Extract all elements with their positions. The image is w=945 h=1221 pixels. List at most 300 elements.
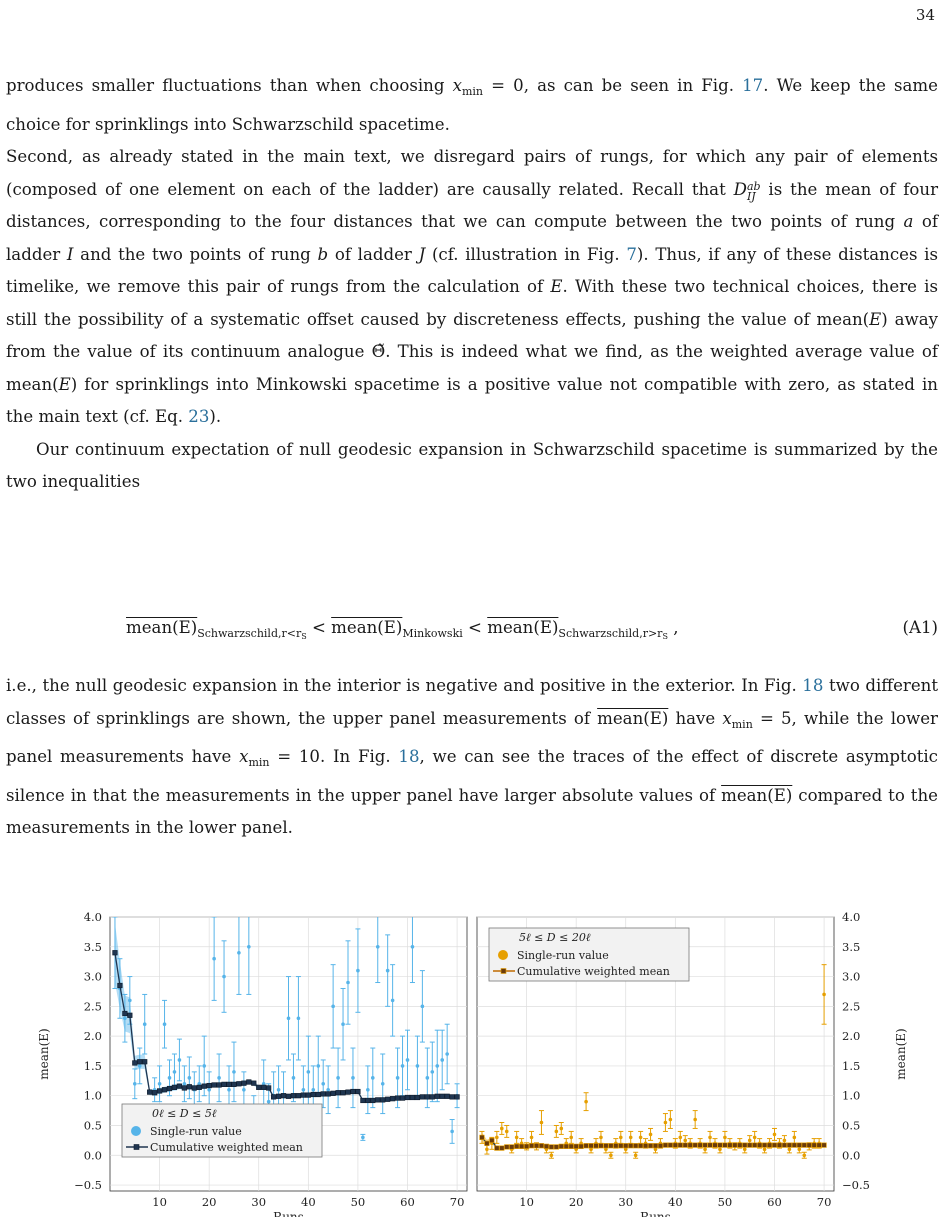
cumulative-mean-marker: [599, 1143, 604, 1148]
cumulative-mean-marker: [633, 1143, 638, 1148]
figure-link[interactable]: 18: [398, 747, 420, 766]
x-tick-label: 60: [400, 1195, 415, 1209]
y-tick-label: 4.0: [83, 910, 102, 924]
single-run-point: [331, 1005, 335, 1009]
figure-link[interactable]: 17: [742, 76, 764, 95]
cumulative-mean-marker: [733, 1143, 738, 1148]
cumulative-mean-marker: [152, 1090, 157, 1095]
single-run-point: [381, 1082, 385, 1086]
cumulative-mean-marker: [579, 1144, 584, 1149]
single-run-point: [297, 1016, 301, 1020]
cumulative-mean-marker: [296, 1093, 301, 1098]
single-run-point: [356, 969, 360, 973]
y-tick-label: 0.5: [83, 1118, 102, 1133]
single-run-point: [237, 951, 241, 955]
single-run-point: [158, 1082, 162, 1086]
x-axis-label: Runs: [640, 1210, 671, 1217]
single-run-point: [629, 1136, 633, 1140]
single-run-point: [212, 957, 216, 961]
x-tick-label: 70: [816, 1195, 832, 1209]
cumulative-mean-marker: [549, 1145, 554, 1150]
single-run-point: [183, 1082, 187, 1086]
single-run-point: [540, 1121, 544, 1125]
cumulative-mean-marker: [361, 1098, 366, 1103]
single-run-point: [311, 1088, 315, 1092]
cumulative-mean-marker: [132, 1061, 137, 1066]
single-run-point: [227, 1088, 231, 1092]
single-run-point: [634, 1153, 638, 1157]
single-run-point: [619, 1136, 623, 1140]
single-run-point: [366, 1088, 370, 1092]
cumulative-mean-marker: [554, 1145, 559, 1150]
single-run-point: [351, 1076, 355, 1080]
y-tick-label: 0.5: [842, 1118, 861, 1133]
cumulative-mean-marker: [232, 1082, 237, 1087]
single-run-point: [649, 1133, 653, 1137]
cumulative-mean-marker: [673, 1143, 678, 1148]
cumulative-mean-marker: [326, 1092, 331, 1097]
cumulative-mean-marker: [703, 1143, 708, 1148]
cumulative-mean-marker: [380, 1098, 385, 1103]
figure-link[interactable]: 7: [626, 244, 637, 264]
cumulative-mean-marker: [395, 1096, 400, 1101]
cumulative-mean-marker: [445, 1094, 450, 1099]
cumulative-mean-marker: [177, 1084, 182, 1089]
cumulative-mean-marker: [212, 1083, 217, 1088]
cumulative-mean-marker: [564, 1144, 569, 1149]
cumulative-mean-marker: [450, 1095, 455, 1100]
cumulative-mean-marker: [698, 1143, 703, 1148]
figure-link[interactable]: 18: [802, 676, 824, 695]
cumulative-mean-marker: [261, 1085, 266, 1090]
cumulative-mean-marker: [544, 1144, 549, 1149]
cumulative-mean-marker: [723, 1143, 728, 1148]
cumulative-mean-marker: [172, 1085, 177, 1090]
cumulative-mean-marker: [787, 1143, 792, 1148]
x-tick-label: 50: [350, 1195, 366, 1209]
single-run-point: [753, 1136, 757, 1140]
legend-entry-cumulative: Cumulative weighted mean: [150, 1141, 303, 1154]
cumulative-mean-marker: [534, 1143, 539, 1148]
single-run-point: [495, 1136, 499, 1140]
legend-title: 0ℓ ≤ D ≤ 5ℓ: [152, 1107, 217, 1120]
legend: [489, 928, 689, 981]
cumulative-mean-marker: [653, 1143, 658, 1148]
y-axis-label: mean(E): [894, 1028, 908, 1080]
cumulative-mean-marker: [757, 1143, 762, 1148]
single-run-point: [599, 1136, 603, 1140]
cumulative-mean-marker: [614, 1143, 619, 1148]
single-run-point: [207, 1088, 211, 1092]
cumulative-mean-marker: [118, 983, 123, 988]
cumulative-mean-marker: [435, 1094, 440, 1099]
legend-title: 5ℓ ≤ D ≤ 20ℓ: [519, 931, 591, 944]
single-run-point: [515, 1136, 519, 1140]
single-run-point: [376, 945, 380, 949]
cumulative-mean-marker: [227, 1082, 232, 1087]
cumulative-mean-marker: [286, 1094, 291, 1099]
paragraph-4: i.e., the null geodesic expansion in the interior is negative and positive in the exterior. In Fig. 18 two different classes of sprinklings are shown, the upper panel measurements of mean(E) have $x_{min} = 5$, while the lower panel measurements have $x_{min} = 10$. In Fig. 18, we can see the traces of the effect of discrete asymptotic silence in that the measurements in the upper panel have larger absolute values of mean(E) compared to the measurements in the lower panel.: [6, 676, 939, 837]
cumulative-mean-marker: [281, 1093, 286, 1098]
cumulative-mean-marker: [822, 1143, 827, 1148]
cumulative-mean-marker: [276, 1094, 281, 1099]
single-run-point: [703, 1148, 707, 1152]
single-run-point: [396, 1076, 400, 1080]
x-tick-label: 10: [519, 1195, 534, 1209]
cumulative-mean-marker: [495, 1146, 500, 1151]
cumulative-mean-marker: [351, 1089, 356, 1094]
single-run-point: [178, 1058, 182, 1062]
single-run-point: [748, 1139, 752, 1143]
cumulative-mean-marker: [519, 1144, 524, 1149]
x-tick-label: 20: [201, 1195, 217, 1209]
single-run-point: [287, 1016, 291, 1020]
y-tick-label: −0.5: [74, 1178, 102, 1193]
body-text-2: [6, 670, 938, 845]
cumulative-mean-marker: [271, 1095, 276, 1100]
cumulative-mean-marker: [772, 1143, 777, 1148]
cumulative-mean-marker: [514, 1144, 519, 1149]
single-run-point: [202, 1064, 206, 1068]
single-run-point: [708, 1136, 712, 1140]
y-tick-label: 3.5: [842, 939, 861, 954]
y-axis-label: mean(E): [37, 1028, 51, 1080]
legend: [122, 1104, 322, 1157]
single-run-point: [559, 1127, 563, 1131]
cumulative-mean-marker: [708, 1143, 713, 1148]
page-number: 34: [915, 6, 935, 24]
single-run-point: [669, 1118, 673, 1122]
cumulative-mean-marker: [499, 1146, 504, 1151]
cumulative-mean-marker: [331, 1091, 336, 1096]
single-run-point: [584, 1100, 588, 1104]
cumulative-mean-marker: [539, 1143, 544, 1148]
cumulative-mean-marker: [346, 1090, 351, 1095]
cumulative-mean-marker: [742, 1143, 747, 1148]
single-run-point: [341, 1022, 345, 1026]
cumulative-mean-marker: [147, 1090, 152, 1095]
single-run-point: [138, 1064, 142, 1068]
cumulative-mean-marker: [128, 1013, 133, 1018]
equation-number: (A1): [902, 618, 938, 637]
cumulative-mean-marker: [777, 1143, 782, 1148]
cumulative-mean-marker: [524, 1144, 529, 1149]
single-run-point: [361, 1136, 365, 1140]
single-run-point: [277, 1088, 281, 1092]
cumulative-mean-marker: [688, 1143, 693, 1148]
y-tick-label: 2.5: [842, 999, 861, 1014]
cumulative-mean-marker: [594, 1143, 599, 1148]
single-run-point: [123, 1016, 127, 1020]
y-tick-label: 0.0: [83, 1148, 102, 1163]
single-run-point: [371, 1076, 375, 1080]
single-run-point: [163, 1022, 167, 1026]
cumulative-mean-marker: [440, 1094, 445, 1099]
cumulative-mean-marker: [222, 1082, 227, 1087]
single-run-point: [242, 1088, 246, 1092]
equation-link[interactable]: 23: [188, 407, 210, 426]
cumulative-mean-marker: [410, 1095, 415, 1100]
x-tick-label: 60: [767, 1195, 782, 1209]
cumulative-mean-marker: [415, 1095, 420, 1100]
cumulative-mean-marker: [202, 1084, 207, 1089]
single-run-point: [302, 1088, 306, 1092]
cumulative-mean-marker: [123, 1011, 128, 1016]
cumulative-mean-marker: [207, 1083, 212, 1088]
cumulative-mean-marker: [430, 1095, 435, 1100]
cumulative-mean-marker: [301, 1093, 306, 1098]
single-run-point: [316, 1064, 320, 1068]
cumulative-mean-marker: [792, 1143, 797, 1148]
cumulative-mean-marker: [162, 1087, 167, 1092]
single-run-point: [763, 1148, 767, 1152]
cumulative-mean-marker: [658, 1143, 663, 1148]
cumulative-mean-marker: [167, 1086, 172, 1091]
cumulative-mean-marker: [509, 1145, 514, 1150]
single-run-point: [723, 1136, 727, 1140]
single-run-point: [416, 1064, 420, 1068]
cumulative-mean-marker: [390, 1096, 395, 1101]
single-run-point: [401, 1064, 405, 1068]
cumulative-mean-marker: [480, 1135, 485, 1140]
x-axis-label: Runs: [273, 1210, 304, 1217]
single-run-point: [802, 1153, 806, 1157]
single-run-point: [346, 981, 350, 985]
single-run-point: [133, 1082, 137, 1086]
cumulative-mean-marker: [817, 1143, 822, 1148]
single-run-point: [485, 1148, 489, 1152]
single-run-point: [743, 1148, 747, 1152]
cumulative-mean-marker: [192, 1086, 197, 1091]
y-tick-label: 2.5: [83, 999, 102, 1014]
cumulative-mean-marker: [182, 1086, 187, 1091]
cumulative-mean-marker: [683, 1143, 688, 1148]
single-run-point: [168, 1076, 172, 1080]
cumulative-mean-marker: [266, 1086, 271, 1091]
cumulative-mean-marker: [782, 1143, 787, 1148]
cumulative-mean-marker: [737, 1143, 742, 1148]
single-run-point: [411, 945, 415, 949]
cumulative-mean-marker: [306, 1093, 311, 1098]
chart-panel-2: [477, 910, 908, 1217]
cumulative-mean-marker: [638, 1143, 643, 1148]
cumulative-mean-marker: [251, 1081, 256, 1086]
single-run-point: [222, 975, 226, 979]
cumulative-mean-marker: [678, 1143, 683, 1148]
y-tick-label: 3.5: [83, 939, 102, 954]
single-run-point: [426, 1076, 430, 1080]
single-run-point: [421, 1005, 425, 1009]
cumulative-mean-marker: [425, 1095, 430, 1100]
cumulative-mean-marker: [574, 1144, 579, 1149]
cumulative-mean-marker: [366, 1098, 371, 1103]
single-run-point: [435, 1064, 439, 1068]
paragraph-1: produces smaller fluctuations than when choosing $x_{min} = 0$, as can be seen in Fig. 17. We keep the same choice for sprinklings into Schwarzschild spacetime.: [6, 76, 938, 134]
cumulative-mean-marker: [336, 1090, 341, 1095]
figure-svg: [0, 905, 945, 1217]
cumulative-mean-marker: [609, 1143, 614, 1148]
cumulative-mean-marker: [490, 1138, 495, 1143]
x-tick-label: 40: [301, 1195, 316, 1209]
cumulative-mean-marker: [807, 1143, 812, 1148]
single-run-point: [773, 1133, 777, 1137]
paragraph-3: Our continuum expectation of null geodesic expansion in Schwarzschild spacetime is summarized by the two inequalities: [6, 439, 938, 491]
cumulative-mean-marker: [237, 1081, 242, 1086]
x-tick-label: 30: [251, 1195, 267, 1209]
cumulative-mean-marker: [584, 1143, 589, 1148]
cumulative-mean-marker: [802, 1143, 807, 1148]
cumulative-mean-marker: [370, 1098, 375, 1103]
legend-marker-swatch: [134, 1145, 139, 1150]
x-tick-label: 10: [152, 1195, 167, 1209]
y-tick-label: 3.0: [842, 969, 861, 984]
single-run-point: [386, 969, 390, 973]
single-run-point: [326, 1088, 330, 1092]
cumulative-mean-marker: [797, 1143, 802, 1148]
cumulative-mean-marker: [137, 1059, 142, 1064]
cumulative-mean-marker: [197, 1085, 202, 1090]
cumulative-mean-marker: [728, 1143, 733, 1148]
single-run-point: [430, 1070, 434, 1074]
cumulative-mean-marker: [812, 1143, 817, 1148]
cumulative-mean-marker: [341, 1090, 346, 1095]
single-run-point: [550, 1153, 554, 1157]
cumulative-mean-marker: [113, 950, 118, 955]
single-run-point: [555, 1130, 559, 1134]
y-tick-label: 3.0: [83, 969, 102, 984]
paragraph-2: Second, as already stated in the main text, we disregard pairs of rungs, for which any pair of elements (composed of one element on each of the ladder) are causally related. Recall that D ab IJ is the mean of four distances, corresponding to the four distances that we can compute between the two points of rung a of ladder I and the two points of rung b of ladder J (cf. illustration in Fig. 7). Thus, if any of these distances is timelike, we remove this pair of rungs from the calculation of E. With these two technical choices, there is still the possibility of a systematic offset caused by discreteness effects, pushing the value of mean(E) away from the value of its continuum analogue Θ̃. This is indeed what we find, as the weighted average value of mean(E) for sprinklings into Minkowski spacetime is a positive value not compatible with zero, as stated in the main text (cf. Eq. 23).: [6, 147, 939, 426]
cumulative-mean-marker: [663, 1143, 668, 1148]
single-run-point: [445, 1052, 449, 1056]
single-run-point: [307, 1070, 311, 1074]
single-run-point: [336, 1076, 340, 1080]
single-run-point: [292, 1076, 296, 1080]
single-run-point: [783, 1139, 787, 1143]
y-tick-label: 0.0: [842, 1148, 861, 1163]
cumulative-mean-marker: [713, 1143, 718, 1148]
single-run-point: [530, 1136, 534, 1140]
y-tick-label: 1.5: [83, 1058, 102, 1073]
y-tick-label: 1.5: [842, 1058, 861, 1073]
x-tick-label: 30: [618, 1195, 634, 1209]
cumulative-mean-marker: [400, 1096, 405, 1101]
legend-entry-single-run: Single-run value: [150, 1125, 242, 1138]
legend-marker-swatch: [501, 969, 506, 974]
figure-18: [0, 905, 945, 1217]
cumulative-mean-marker: [356, 1089, 361, 1094]
single-run-point: [678, 1136, 682, 1140]
single-run-point: [664, 1121, 668, 1125]
cumulative-mean-marker: [693, 1143, 698, 1148]
cumulative-mean-marker: [767, 1143, 772, 1148]
cumulative-mean-marker: [385, 1097, 390, 1102]
cumulative-mean-marker: [256, 1085, 261, 1090]
cumulative-mean-marker: [316, 1092, 321, 1097]
single-run-point: [450, 1130, 454, 1134]
cumulative-mean-marker: [604, 1143, 609, 1148]
cumulative-mean-marker: [247, 1080, 252, 1085]
cumulative-mean-marker: [628, 1143, 633, 1148]
single-run-point: [143, 1022, 147, 1026]
single-run-point: [788, 1148, 792, 1152]
single-run-point: [718, 1148, 722, 1152]
single-run-point: [500, 1127, 504, 1131]
cumulative-mean-marker: [762, 1143, 767, 1148]
cumulative-mean-marker: [157, 1089, 162, 1094]
cumulative-mean-marker: [648, 1143, 653, 1148]
cumulative-mean-marker: [375, 1098, 380, 1103]
single-run-point: [793, 1136, 797, 1140]
single-run-point: [683, 1139, 687, 1143]
cumulative-mean-marker: [529, 1143, 534, 1148]
single-run-point: [693, 1118, 697, 1122]
cumulative-mean-marker: [142, 1059, 147, 1064]
single-run-point: [128, 999, 132, 1003]
single-run-point: [321, 1082, 325, 1086]
cumulative-mean-marker: [569, 1144, 574, 1149]
cumulative-mean-marker: [242, 1081, 247, 1086]
y-tick-label: 2.0: [83, 1029, 102, 1044]
cumulative-mean-marker: [311, 1092, 316, 1097]
cumulative-mean-marker: [747, 1143, 752, 1148]
cumulative-mean-marker: [752, 1143, 757, 1148]
y-tick-label: 4.0: [842, 910, 861, 924]
single-run-point: [173, 1070, 177, 1074]
cumulative-mean-marker: [504, 1145, 509, 1150]
cumulative-mean-marker: [321, 1092, 326, 1097]
single-run-point: [267, 1100, 271, 1104]
single-run-point: [188, 1076, 192, 1080]
cumulative-mean-marker: [643, 1143, 648, 1148]
single-run-point: [569, 1136, 573, 1140]
y-tick-label: 2.0: [842, 1029, 861, 1044]
single-run-point: [406, 1058, 410, 1062]
y-tick-label: −0.5: [842, 1178, 870, 1193]
single-run-point: [505, 1130, 509, 1134]
single-run-point: [440, 1058, 444, 1062]
cumulative-mean-marker: [455, 1095, 460, 1100]
single-run-point: [232, 1070, 236, 1074]
legend-entry-single-run: Single-run value: [517, 949, 609, 962]
legend-entry-cumulative: Cumulative weighted mean: [517, 965, 670, 978]
single-run-point: [391, 999, 395, 1003]
cumulative-mean-marker: [420, 1095, 425, 1100]
legend-point-swatch: [131, 1126, 141, 1136]
single-run-point: [822, 993, 826, 997]
body-text: [6, 70, 938, 499]
cumulative-mean-marker: [623, 1143, 628, 1148]
cumulative-mean-marker: [485, 1141, 490, 1146]
x-tick-label: 50: [717, 1195, 733, 1209]
cumulative-mean-marker: [559, 1144, 564, 1149]
x-tick-label: 70: [449, 1195, 465, 1209]
cumulative-mean-marker: [217, 1083, 222, 1088]
cumulative-mean-marker: [291, 1093, 296, 1098]
x-tick-label: 40: [668, 1195, 683, 1209]
single-run-point: [797, 1148, 801, 1152]
single-run-point: [247, 945, 251, 949]
y-tick-label: 1.0: [842, 1088, 861, 1103]
single-run-point: [639, 1136, 643, 1140]
cumulative-mean-marker: [668, 1143, 673, 1148]
legend-point-swatch: [498, 950, 508, 960]
cumulative-mean-marker: [187, 1084, 192, 1089]
cumulative-mean-marker: [589, 1143, 594, 1148]
y-tick-label: 1.0: [83, 1088, 102, 1103]
single-run-point: [217, 1076, 221, 1080]
single-run-point: [609, 1153, 613, 1157]
cumulative-mean-marker: [618, 1143, 623, 1148]
